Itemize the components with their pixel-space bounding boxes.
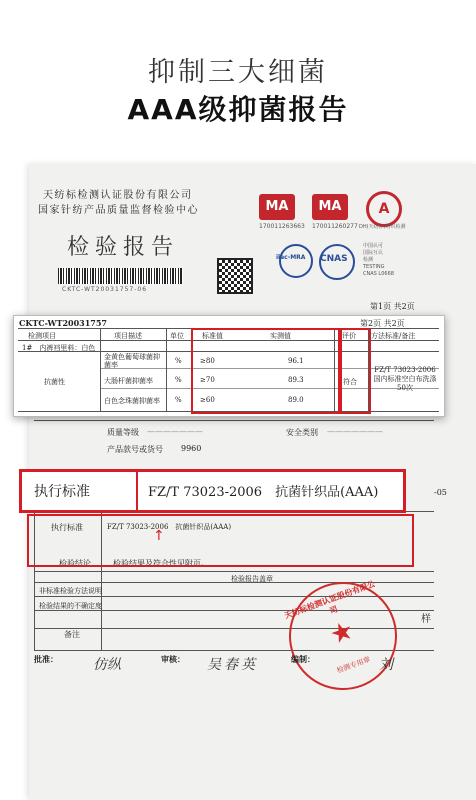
- reviewer-signature: 吴春英: [207, 657, 258, 673]
- quality-grade-value: ———————: [147, 427, 203, 436]
- nonstd-method-label: 非标准检验方法说明: [39, 587, 102, 595]
- seal-label: 检验报告盖章: [231, 575, 273, 583]
- standard-value: FZ/T 73023-2006 抗菌针织品(AAA): [148, 485, 379, 500]
- header-item: 检测项目: [28, 332, 56, 340]
- cnas-text: 中国认可 国际互认 检测 TESTING CNAS L0668: [363, 243, 394, 277]
- header-unit: 单位: [170, 332, 184, 340]
- product-no-label: 产品款号或货号: [107, 445, 163, 454]
- ma-cert-1: 170011263663: [259, 223, 305, 230]
- grid-line: [34, 571, 434, 572]
- sample-row: 1# 内裤裆里料：白色: [22, 344, 96, 352]
- zoom-page: 第2页 共2页: [360, 319, 405, 328]
- seal-star-icon: ★: [325, 615, 359, 652]
- ilac-logo: [279, 244, 313, 278]
- dh-label: DH(天纺标)纺织检测: [359, 224, 406, 230]
- uncertainty-label: 检验结果的不确定度: [39, 602, 102, 610]
- sample-char: 样: [421, 614, 431, 625]
- quality-grade-label: 质量等级: [107, 428, 139, 437]
- safety-category-value: ———————: [327, 427, 383, 436]
- row-desc-1: 金黄色葡萄球菌抑菌率: [104, 353, 160, 369]
- standard-measured-highlight: [191, 328, 342, 414]
- row-standard-3: ≥60: [200, 396, 215, 404]
- barcode-number: CKTC-WT20031757-06: [62, 286, 148, 293]
- header-measured: 实测值: [270, 332, 291, 340]
- row-desc-3: 白色念珠菌抑菌率: [104, 397, 160, 405]
- row-standard-2: ≥70: [200, 376, 215, 384]
- product-no-value: 9960: [181, 444, 202, 453]
- ma-cert-2: 170011260277: [312, 223, 358, 230]
- small-standard-value: FZ/T 73023-2006 抗菌针织品(AAA): [107, 523, 232, 531]
- prepare-label: 编制：: [291, 654, 315, 664]
- zoom-grid-line: [100, 328, 101, 412]
- zoom-grid-line: [166, 328, 167, 412]
- row-desc-2: 大肠杆菌抑菌率: [104, 377, 153, 385]
- small-standard-highlight: [27, 514, 414, 567]
- headline-line2: AAA级抑菌报告: [127, 93, 349, 126]
- company-seal: [274, 567, 412, 705]
- divider: [34, 420, 434, 421]
- row-unit-2: %: [175, 376, 182, 384]
- header-method: 方法标准/备注: [371, 332, 416, 340]
- row-unit-1: %: [175, 357, 182, 365]
- ma-logo-1: MA: [259, 194, 295, 220]
- row-measured-3: 89.0: [288, 396, 304, 404]
- ilac-label: ilac-MRA: [276, 254, 306, 261]
- review-label: 审核：: [161, 654, 185, 664]
- report-title: 检验报告: [67, 235, 180, 260]
- zoom-report-no: CKTC-WT20031757: [19, 318, 107, 328]
- barcode: [58, 268, 183, 284]
- headline-line1: 抑制三大细菌: [148, 57, 328, 88]
- safety-category-label: 安全类别: [286, 428, 318, 437]
- row-measured-2: 89.3: [288, 376, 304, 384]
- zoomed-results-table: [13, 315, 445, 417]
- org-subname: 国家针纺产品质量监督检验中心: [38, 205, 199, 216]
- item-antibacterial: 抗菌性: [44, 378, 65, 386]
- conclusion-text: 检验结果及符合性见附页。: [113, 559, 209, 568]
- header-evaluation: 评价: [342, 332, 356, 340]
- row-standard-1: ≥80: [200, 357, 215, 365]
- seal-subtext: 检测专用章: [335, 655, 372, 675]
- qr-code: [217, 258, 253, 294]
- remarks-label: 备注: [64, 630, 80, 639]
- arrow-up-icon: ↑: [153, 528, 165, 544]
- header-desc: 项目描述: [114, 332, 142, 340]
- conclusion-label: 检验结论: [59, 559, 91, 568]
- header-standard: 标准值: [202, 332, 223, 340]
- evaluation-highlight: [338, 328, 371, 414]
- standard-label: 执行标准: [34, 484, 90, 500]
- preparer-signature: 刘: [379, 657, 393, 673]
- cnas-label: CNAS: [320, 254, 348, 264]
- small-standard-label: 执行标准: [51, 523, 83, 532]
- seal-text: 天纺标检测认证股份有限公司: [283, 579, 377, 621]
- cal-logo: A: [366, 191, 402, 227]
- standard-callout: [19, 469, 406, 513]
- org-name: 天纺标检测认证股份有限公司: [43, 190, 193, 201]
- row-measured-1: 96.1: [288, 357, 304, 365]
- approve-label: 批准：: [34, 654, 58, 664]
- row-unit-3: %: [175, 396, 182, 404]
- standard-divider: [136, 472, 138, 510]
- method-note: FZ/T 73023-2006 国内标准空白布洗涤50次: [373, 366, 437, 392]
- row-suffix: -05: [434, 488, 447, 497]
- page-label-top: 第1页 共2页: [370, 302, 415, 311]
- evaluation-value: 符合: [343, 378, 357, 386]
- approver-signature: 仿纵: [93, 657, 121, 673]
- ma-logo-2: MA: [312, 194, 348, 220]
